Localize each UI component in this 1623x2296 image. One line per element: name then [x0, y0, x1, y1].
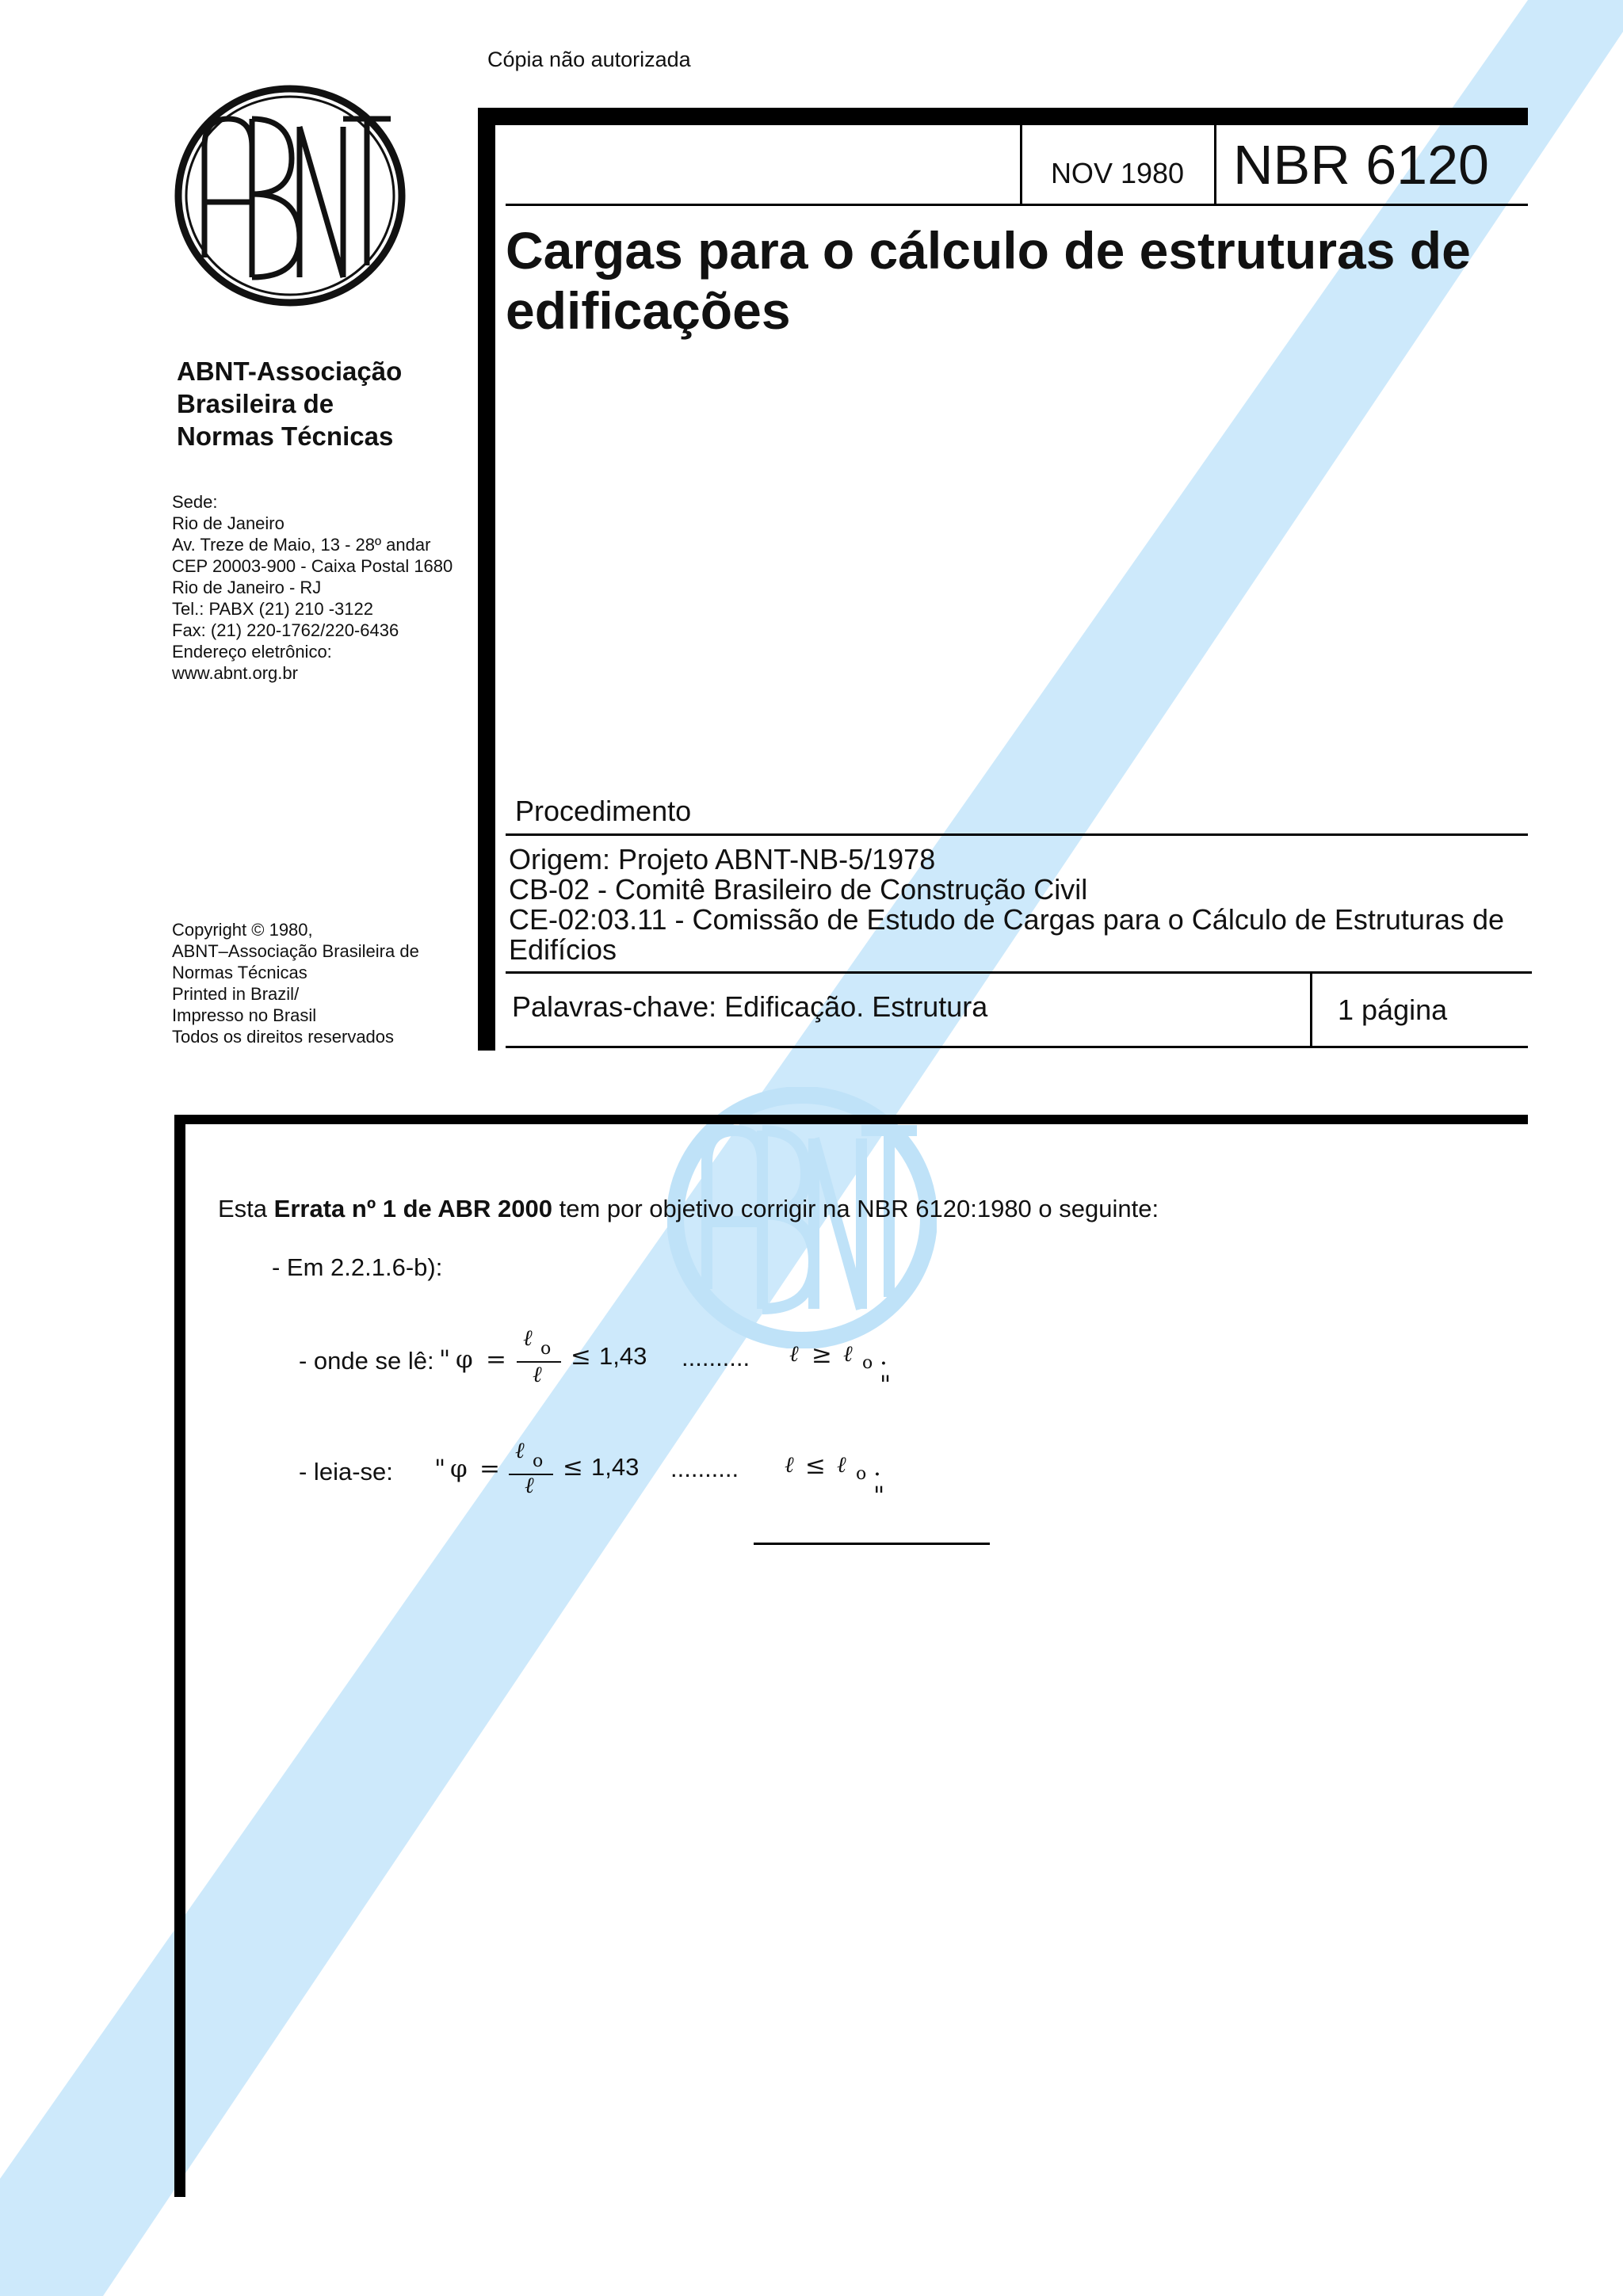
equals-symbol: =	[486, 1345, 506, 1374]
subscript: o	[533, 1451, 544, 1471]
copyright-notice	[172, 919, 419, 1047]
ell-symbol: ℓ	[837, 1451, 846, 1478]
copyright-line: Normas Técnicas	[172, 963, 307, 982]
ell-symbol: ℓ	[785, 1451, 794, 1478]
denominator: ℓ	[533, 1361, 542, 1387]
subscript: o	[862, 1353, 873, 1373]
page-count: 1 página	[1338, 994, 1448, 1026]
subscript: o	[856, 1464, 867, 1484]
errata-reference: Errata nº 1 de ABR 2000	[273, 1195, 552, 1222]
ell-symbol: ℓ	[789, 1341, 799, 1367]
errata-frame-left	[174, 1115, 185, 2197]
address-line: Tel.: PABX (21) 210 -3122	[172, 599, 373, 619]
errata-frame-top	[174, 1115, 1528, 1124]
quote-mark: "	[434, 1455, 446, 1483]
numerator: ℓ	[523, 1325, 533, 1351]
origin-block	[509, 845, 1531, 965]
limit-value: 1,43	[591, 1453, 640, 1481]
headquarters-address	[172, 491, 453, 684]
errata-item: - Em 2.2.1.6-b):	[272, 1253, 443, 1281]
dots: ..........	[670, 1455, 739, 1482]
header-rule	[506, 204, 1528, 206]
denominator: ℓ	[525, 1472, 534, 1498]
errata-intro-suffix: tem por objetivo corrigir na NBR 6120:1980 o seguinte:	[552, 1195, 1159, 1222]
ell-symbol: ℓ	[843, 1341, 853, 1367]
header-frame-top	[478, 108, 1528, 125]
address-line: Rio de Janeiro	[172, 513, 285, 533]
should-read-label: - leia-se:	[299, 1458, 393, 1486]
norm-code: NBR 6120	[1233, 134, 1489, 196]
formula-end: . "	[873, 1453, 885, 1510]
copyright-line: Todos os direitos reservados	[172, 1027, 395, 1047]
publication-date: NOV 1980	[1050, 157, 1185, 189]
document-title	[506, 220, 1528, 341]
header-divider	[1214, 125, 1216, 204]
leq-symbol: ≤	[563, 1453, 583, 1482]
subscript: o	[540, 1339, 552, 1359]
phi-symbol: φ	[456, 1345, 473, 1374]
closing-rule	[754, 1543, 990, 1545]
section-rule	[506, 833, 1528, 836]
errata-intro-prefix: Esta	[218, 1195, 274, 1222]
address-line: Endereço eletrônico:	[172, 642, 332, 662]
address-line: Fax: (21) 220-1762/220-6436	[172, 620, 399, 640]
phi-symbol: φ	[450, 1455, 468, 1483]
origin-line: CB-02 - Comitê Brasileiro de Construção Civil	[509, 873, 1088, 906]
leq-symbol: ≤	[571, 1342, 591, 1371]
header-divider	[1020, 125, 1022, 204]
origin-line: Edifícios	[509, 933, 617, 966]
address-line: Sede:	[172, 492, 218, 512]
title-line: edificações	[506, 281, 791, 340]
leq-symbol: ≤	[805, 1451, 826, 1480]
quote-mark: "	[439, 1345, 451, 1374]
dots: ..........	[682, 1344, 750, 1371]
keywords: Palavras-chave: Edificação. Estrutura	[512, 990, 988, 1023]
copyright-line: Impresso no Brasil	[172, 1005, 317, 1025]
abnt-logo	[173, 83, 407, 308]
copyright-line: Copyright © 1980,	[172, 920, 313, 940]
reads-label: - onde se lê:	[299, 1347, 434, 1375]
address-line: Rio de Janeiro - RJ	[172, 578, 322, 597]
address-line: CEP 20003-900 - Caixa Postal 1680	[172, 556, 453, 576]
organization-name-line: ABNT-Associação	[177, 357, 403, 386]
title-line: Cargas para o cálculo de estruturas de	[506, 221, 1471, 280]
copyright-line: ABNT–Associação Brasileira de	[172, 941, 419, 961]
formula-end: . "	[880, 1342, 892, 1399]
copyright-line: Printed in Brazil/	[172, 984, 300, 1004]
geq-symbol: ≥	[812, 1341, 832, 1369]
origin-line: Origem: Projeto ABNT-NB-5/1978	[509, 843, 936, 875]
limit-value: 1,43	[599, 1342, 647, 1370]
copy-notice: Cópia não autorizada	[487, 48, 691, 71]
address-line: Av. Treze de Maio, 13 - 28º andar	[172, 535, 431, 555]
origin-line: CE-02:03.11 - Comissão de Estudo de Cargas para o Cálculo de Estruturas de	[509, 903, 1505, 936]
website-link[interactable]: www.abnt.org.br	[172, 663, 298, 683]
organization-name	[177, 355, 402, 452]
numerator: ℓ	[515, 1437, 525, 1463]
keywords-divider	[1310, 971, 1312, 1048]
section-rule	[506, 971, 1532, 974]
document-type: Procedimento	[515, 795, 692, 827]
organization-name-line: Normas Técnicas	[177, 421, 394, 451]
section-rule	[506, 1046, 1528, 1048]
header-frame-left	[478, 108, 495, 1051]
errata-intro	[218, 1195, 1159, 1223]
organization-name-line: Brasileira de	[177, 389, 334, 418]
equals-symbol: =	[479, 1455, 500, 1483]
